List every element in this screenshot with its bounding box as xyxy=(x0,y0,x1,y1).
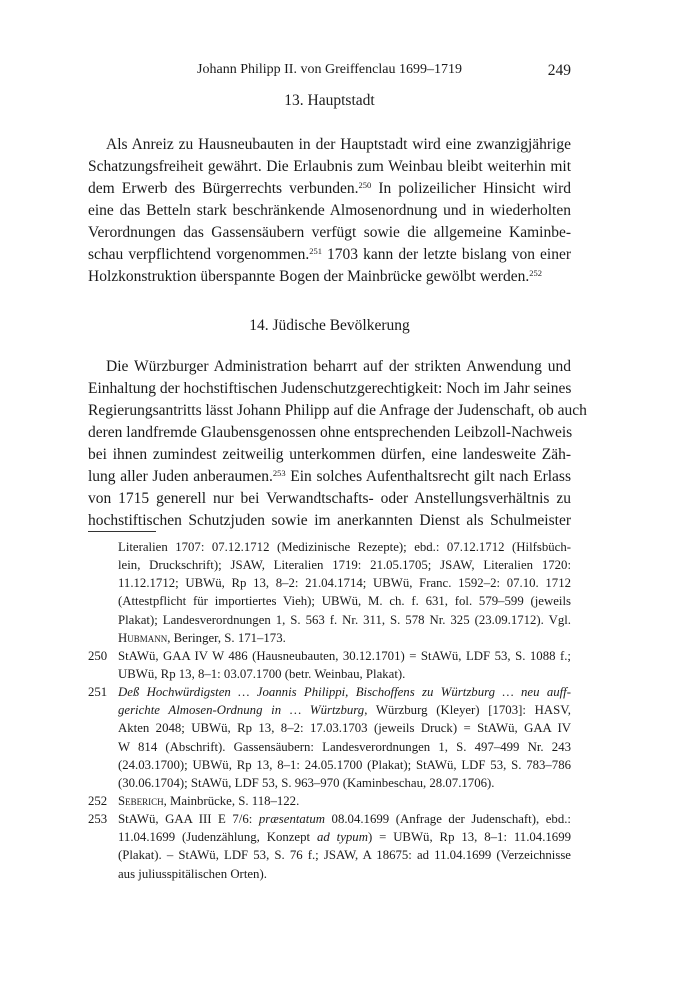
text-fragment: 1703 kann der letzte bislang von einer xyxy=(327,246,571,263)
book-title: gerichte Almosen-Ordnung in … Würtzburg xyxy=(118,703,365,718)
footnote-line: (30.06.1704); StAWü, LDF 53, S. 963–970 (Kaminbeschau, 28.07.1706). xyxy=(118,775,495,790)
text-fragment: , Würzburg (Kleyer) [1703]: HASV, xyxy=(364,703,572,718)
text-line: Als Anreiz zu Hausneubauten in der Hauptstadt wird eine zwanzigjährige xyxy=(106,136,571,153)
footnote-line: StAWü, GAA IV W 486 (Hausneubauten, 30.12.1701) = StAWü, LDF 53, S. 1088 f.; xyxy=(118,648,571,663)
text-line: deren landfremde Glaubensgenossen ohne entsprechenden Leibzoll-Nachweis xyxy=(88,424,573,441)
footnote-line xyxy=(118,683,571,701)
author-name: Seberich xyxy=(118,793,164,808)
text-line xyxy=(88,244,571,266)
footnote-line xyxy=(118,828,571,846)
footnote-separator xyxy=(88,531,156,532)
footnote-line: UBWü, Rp 13, 8–1: 03.07.1700 (betr. Weinbau, Plakat). xyxy=(118,666,406,681)
footnotes xyxy=(88,538,571,883)
text-line xyxy=(88,466,571,488)
paragraph-juedische-bevoelkerung xyxy=(88,356,587,532)
footnote-line: (24.03.1700); UBWü, Rp 13, 8–1: 24.05.1700 (Plakat); StAWü, LDF 53, S. 783–786 xyxy=(118,757,571,772)
text-line: Verordnungen das Gassensäubern verfügt sowie die allgemeine Kaminbe- xyxy=(88,224,571,241)
footnote-251 xyxy=(88,683,571,792)
text-fragment: In polizeilicher Hinsicht wird xyxy=(378,180,572,197)
footnote-line: 11.12.1712; UBWü, Rp 13, 8–2: 21.04.1714; UBWü, Franc. 1592–2: 07.10. 1712 xyxy=(118,576,571,591)
text-fragment: dem Erwerb des Bürgerrechts verbunden. xyxy=(88,180,359,197)
text-fragment: lung aller Juden anberaumen. xyxy=(88,468,273,485)
author-name: Hubmann xyxy=(118,630,168,645)
text-line: Regierungsantritts lässt Johann Philipp auf die Anfrage der Judenschaft, ob auch xyxy=(88,402,587,419)
text-fragment: StAWü, GAA III E 7/6: xyxy=(118,812,259,827)
text-fragment: Ein solches Aufenthaltsrecht gilt nach Erlass xyxy=(290,468,571,485)
text-line: eine das Betteln stark beschränkende Almosenordnung und in wiederholten xyxy=(88,202,571,219)
footnote-line: lein, Druckschrift); JSAW, Literalien 1719: 21.05.1705; JSAW, Literalien 1720: xyxy=(118,558,571,573)
text-line: Die Würzburger Administration beharrt auf der strikten Anwendung und xyxy=(106,358,571,375)
footnote-ref-250[interactable]: 250 xyxy=(358,180,372,190)
footnote-line xyxy=(118,629,571,647)
section-heading-13: 13. Hauptstadt xyxy=(284,92,375,109)
footnote-number: 253 xyxy=(88,812,108,827)
footnote-line: W 814 (Abschrift). Gassensäubern: Landesverordnungen 1, S. 497–499 Nr. 243 xyxy=(118,739,571,754)
footnote-253 xyxy=(88,810,571,883)
footnote-number: 252 xyxy=(88,793,108,808)
footnote-252 xyxy=(88,792,571,810)
paragraph-hauptstadt xyxy=(88,134,571,288)
page-number: 249 xyxy=(547,62,571,79)
footnote-line: Akten 2048; UBWü, Rp 13, 8–2: 17.03.1703 (jeweils Druck) = StAWü, GAA IV xyxy=(118,721,571,736)
footnote-line xyxy=(118,810,571,828)
running-header xyxy=(88,62,571,84)
text-line xyxy=(88,266,571,288)
text-line: von 1715 generell nur bei Verwandtschafts- oder Anstellungsverhältnis zu xyxy=(88,490,571,507)
footnote-line: Literalien 1707: 07.12.1712 (Medizinische Rezepte); ebd.: 07.12.1712 (Hilfsbüch- xyxy=(118,540,571,554)
footnote-line: (Attestpflicht für importiertes Vieh); UBWü, M. ch. f. 631, fol. 579–599 (jeweils xyxy=(118,594,571,609)
footnote-line: Plakat); Landesverordnungen 1, S. 563 f. Nr. 311, S. 578 Nr. 325 (23.09.1712). Vgl. xyxy=(118,612,571,627)
running-head-title: Johann Philipp II. von Greiffenclau 1699–1719 xyxy=(197,62,462,77)
text-fragment: 08.04.1699 (Anfrage der Judenschaft), ebd.: xyxy=(325,812,571,827)
text-line: hochstiftischen Schutzjuden sowie im anerkannten Dienst als Schulmeister xyxy=(88,512,571,529)
text-fragment: ) = UBWü, Rp 13, 8–1: 11.04.1699 xyxy=(367,830,571,845)
footnote-number: 250 xyxy=(88,648,108,663)
footnote-line xyxy=(118,792,571,810)
book-title: Deß Hochwürdigsten … Joannis Philippi, Bischoffens zu Würtzburg … neu auff- xyxy=(118,685,571,700)
footnote-ref-252[interactable]: 252 xyxy=(529,268,542,278)
footnote-line: (Plakat). – StAWü, LDF 53, S. 76 f.; JSAW, A 18675: ad 11.04.1699 (Verzeichnisse xyxy=(118,848,571,863)
text-fragment: schau verpflichtend vorgenommen. xyxy=(88,246,310,263)
text-line xyxy=(88,178,571,200)
text-line: Schatzungsfreiheit gewährt. Die Erlaubnis zum Weinbau bleibt weiterhin mit xyxy=(88,158,571,175)
footnote-ref-251[interactable]: 251 xyxy=(309,246,322,256)
text-line: Einhaltung der hochstiftischen Judenschutzgerechtigkeit: Noch im Jahr seines xyxy=(88,380,572,397)
text-fragment: Holzkonstruktion überspannte Bogen der Mainbrücke gewölbt werden. xyxy=(88,268,530,285)
text-fragment: , Beringer, S. 171–173. xyxy=(167,630,286,645)
footnote-line xyxy=(118,701,571,719)
section-heading-14: 14. Jüdische Bevölkerung xyxy=(249,317,410,334)
text-fragment: , Mainbrücke, S. 118–122. xyxy=(163,793,300,808)
text-line: bei ihnen zumindest zeitweilig unterkommen dürfen, eine landesweite Zäh- xyxy=(88,446,571,463)
footnote-ref-253[interactable]: 253 xyxy=(272,468,286,478)
footnote-continuation xyxy=(88,538,571,647)
italic-term: ad typum xyxy=(316,830,368,845)
footnote-250 xyxy=(88,647,571,683)
footnote-line: aus juliusspitälischen Orten). xyxy=(118,866,267,881)
italic-term: præsentatum xyxy=(258,812,325,827)
text-fragment: 11.04.1699 (Judenzählung, Konzept xyxy=(118,830,317,845)
footnote-number: 251 xyxy=(88,685,108,700)
